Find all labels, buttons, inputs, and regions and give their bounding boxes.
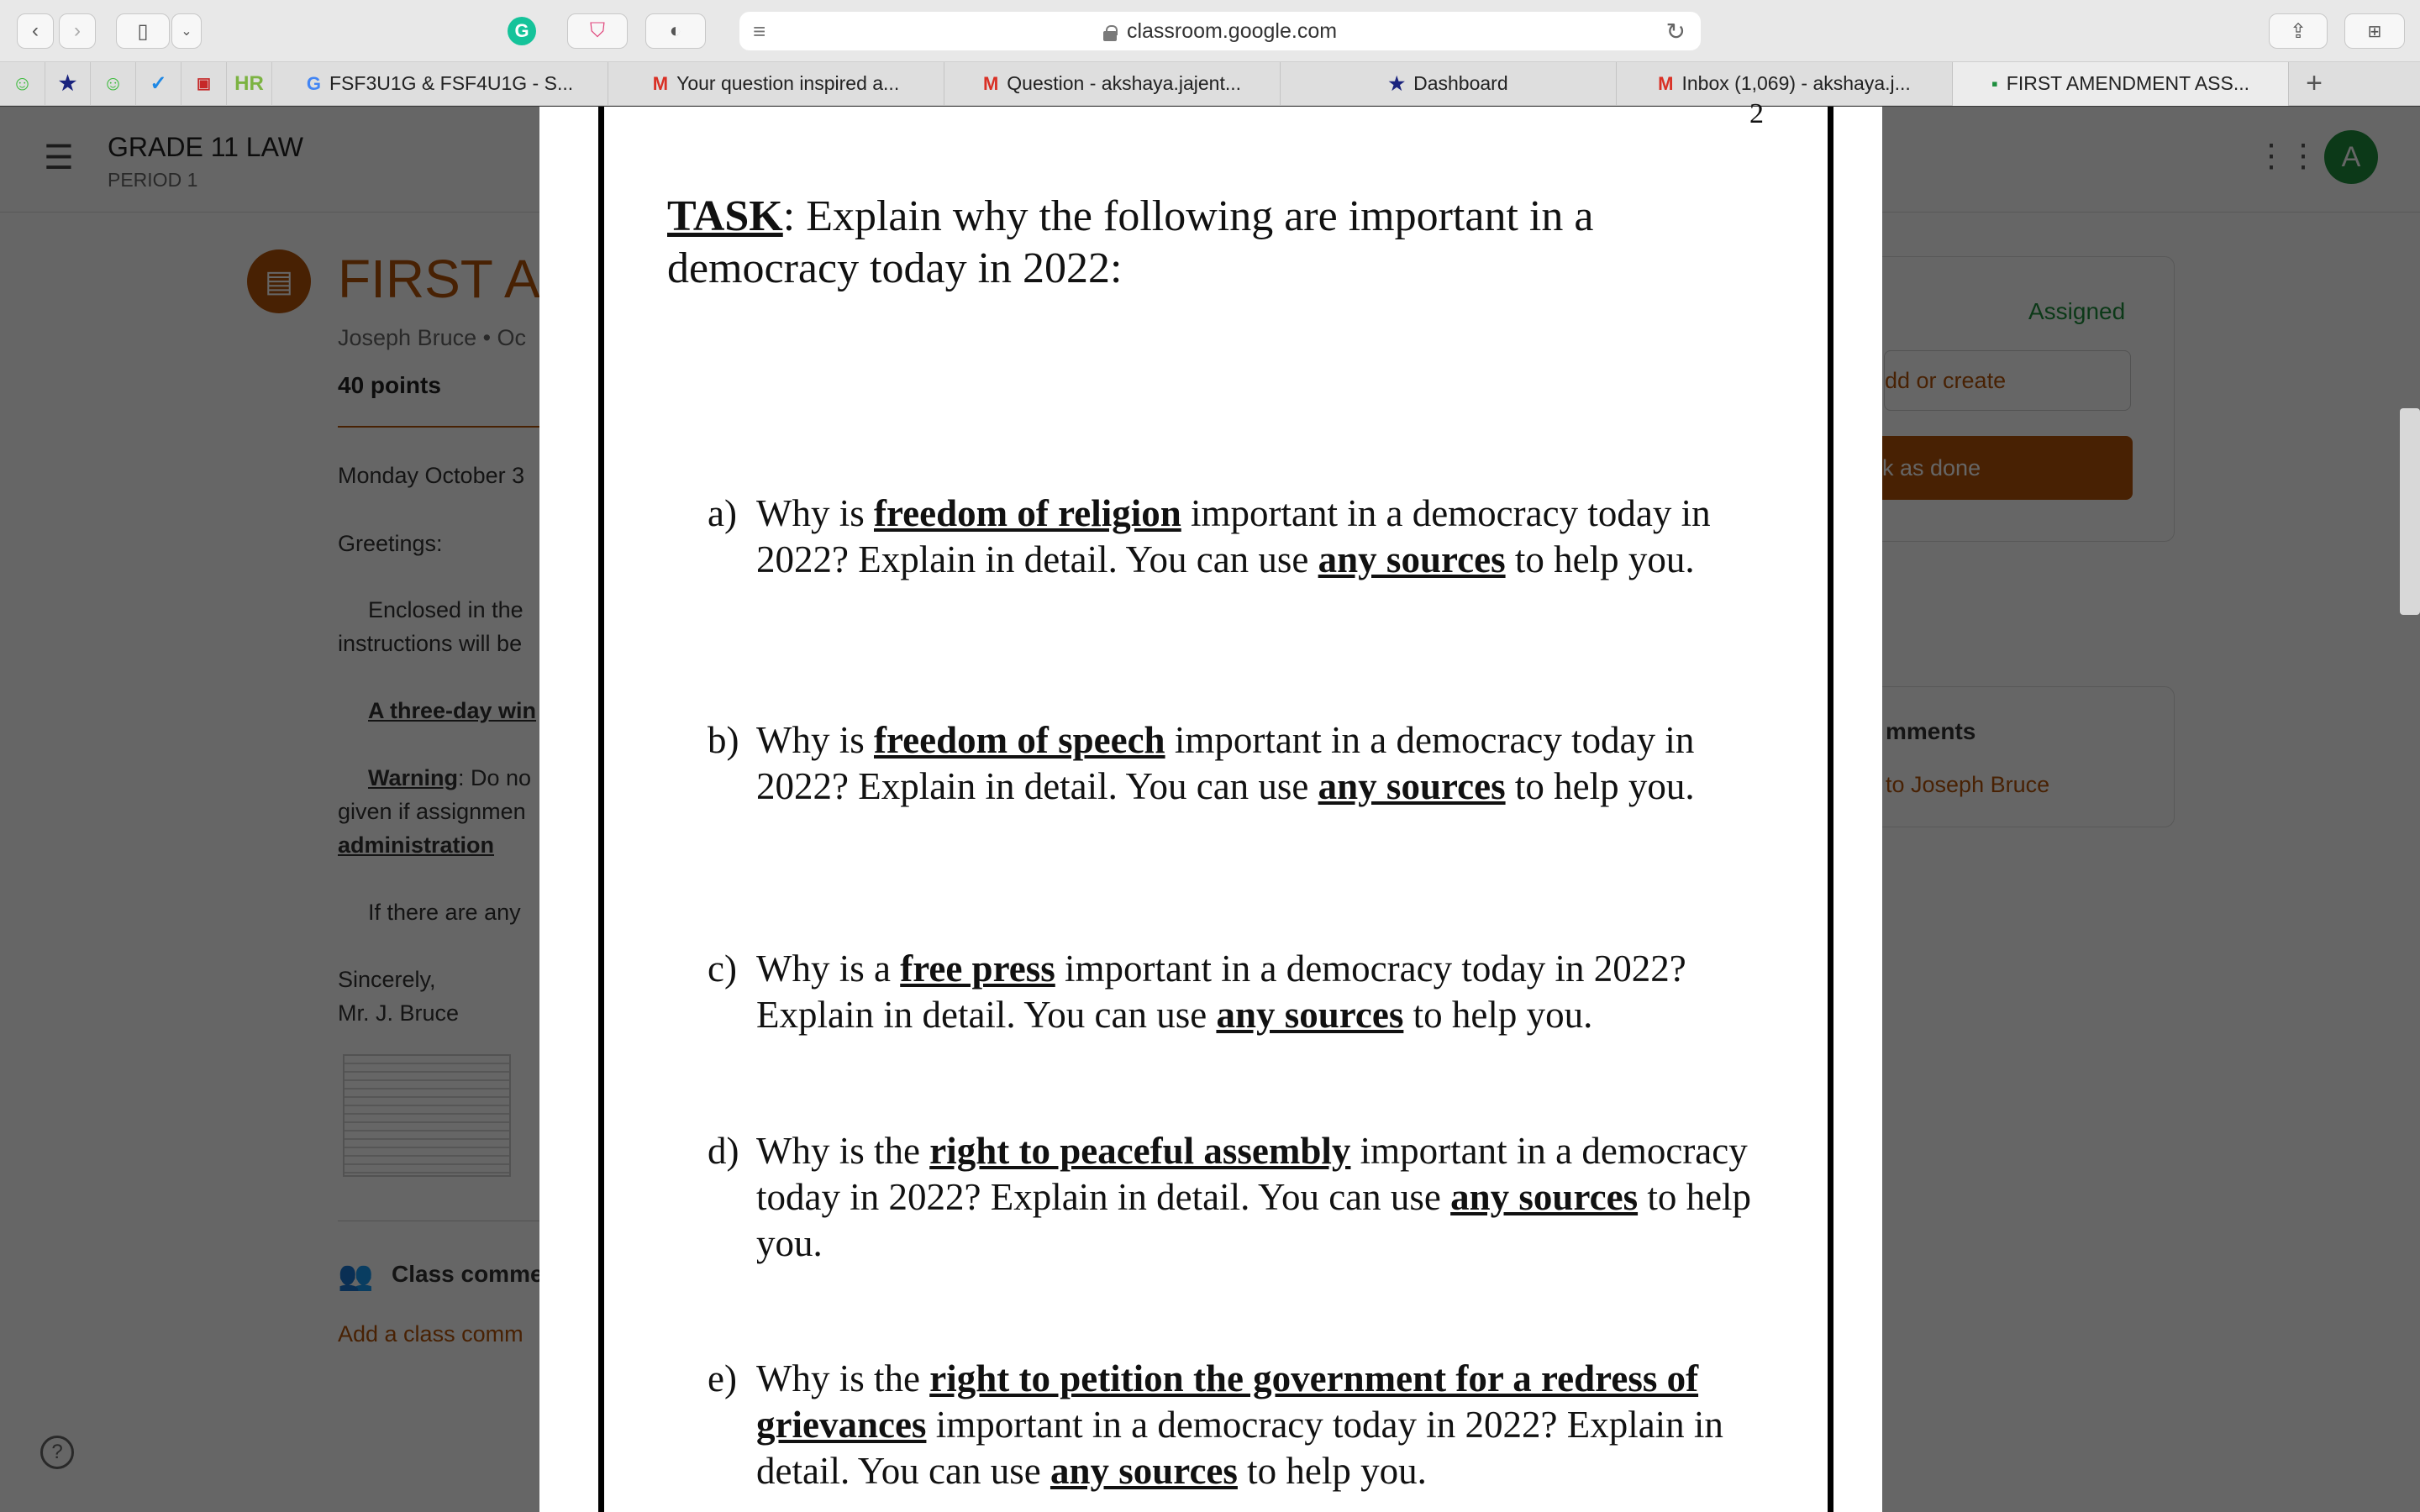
reader-icon[interactable]: ≡ <box>753 18 766 44</box>
grid-icon: ⊞ <box>2367 22 2382 41</box>
question-key-term: freedom of religion <box>874 492 1181 534</box>
star-badge-icon: ★ <box>1388 72 1406 94</box>
google-icon: G <box>306 72 321 94</box>
question-pre: Why is the <box>756 1130 930 1172</box>
scrollbar-thumb[interactable] <box>2400 408 2420 615</box>
question-mid: important in a democracy today in 2022? Explain in detail. You can use <box>756 492 1711 580</box>
star-badge-icon: ★ <box>58 72 77 95</box>
question-label: e) <box>708 1357 737 1399</box>
page-number: 2 <box>1749 98 1764 129</box>
tab-3[interactable] <box>944 62 1281 106</box>
question-sources: any sources <box>1318 765 1506 807</box>
tab-bar <box>0 62 2420 106</box>
plus-icon: + <box>2306 67 2323 99</box>
question-b <box>708 717 1800 860</box>
smile-icon: ☺ <box>103 71 124 95</box>
pinned-tab-2[interactable] <box>45 62 91 106</box>
task-heading <box>667 191 1593 243</box>
tab-title: FSF3U1G & FSF4U1G - S... <box>329 72 574 94</box>
question-text <box>756 717 1765 810</box>
question-pre: Why is the <box>756 1357 930 1399</box>
privacy-shield-icon: ◐ <box>669 19 682 42</box>
question-text <box>756 1356 1765 1494</box>
question-c <box>708 946 1800 1047</box>
question-mid: important in a democracy today in 2022? Explain in detail. You can use <box>756 948 1686 1036</box>
question-key-term: right to petition the government for a redress of grievances <box>756 1357 1699 1446</box>
chevron-right-icon: › <box>74 19 81 42</box>
question-a <box>708 491 1800 633</box>
gmail-icon: M <box>982 72 999 94</box>
question-sources: any sources <box>1050 1450 1238 1492</box>
pinned-tab-hr[interactable] <box>227 62 272 106</box>
question-key-term: right to peaceful assembly <box>929 1130 1351 1172</box>
question-sources: any sources <box>1450 1176 1639 1218</box>
browser-toolbar <box>0 0 2420 62</box>
lock-icon <box>1103 25 1117 40</box>
question-pre: Why is <box>756 719 874 761</box>
gmail-icon: M <box>652 72 669 94</box>
question-post: to help you. <box>1403 994 1593 1036</box>
reload-icon[interactable]: ↻ <box>1665 18 1686 45</box>
tab-1[interactable] <box>272 62 608 106</box>
question-key-term: free press <box>900 948 1055 990</box>
pinned-tab-5[interactable] <box>182 62 227 106</box>
task-text-1: : Explain why the following are important in a <box>782 192 1594 240</box>
hr-label: HR <box>234 71 264 95</box>
share-button[interactable] <box>2269 13 2328 49</box>
back-button[interactable] <box>17 13 54 49</box>
tab-title: FIRST AMENDMENT ASS... <box>2006 72 2250 94</box>
question-mid: important in a democracy today in 2022? Explain in detail. You can use <box>756 1130 1748 1218</box>
question-post: to help you. <box>1505 538 1695 580</box>
question-text <box>756 1128 1765 1267</box>
question-post: to help you. <box>756 1176 1752 1264</box>
tab-2[interactable] <box>608 62 944 106</box>
question-text <box>756 491 1765 583</box>
question-mid: important in a democracy today in 2022? Explain in detail. You can use <box>756 719 1695 807</box>
tab-title: Your question inspired a... <box>676 72 900 94</box>
check-icon: ✓ <box>150 72 167 95</box>
chevron-left-icon: ‹ <box>32 19 39 42</box>
task-text-2: democracy today in 2022: <box>667 244 1123 292</box>
question-e <box>708 1356 1800 1499</box>
shield-extension[interactable] <box>567 13 628 49</box>
chevron-down-icon: ⌄ <box>181 24 192 39</box>
shield-icon: ⛉ <box>590 19 605 42</box>
sidebar-menu-button[interactable] <box>171 13 202 49</box>
tab-title: Inbox (1,069) - akshaya.j... <box>1681 72 1911 94</box>
question-pre: Why is a <box>756 948 901 990</box>
document-viewer <box>539 98 1882 1512</box>
tab-4[interactable] <box>1281 62 1617 106</box>
app-icon: ▣ <box>196 75 211 92</box>
pinned-tab-1[interactable] <box>0 62 45 106</box>
grammarly-extension[interactable] <box>492 13 552 49</box>
question-post: to help you. <box>1505 765 1695 807</box>
sidebar-toggle-button[interactable] <box>116 13 170 49</box>
grammarly-icon: G <box>508 17 536 45</box>
question-pre: Why is <box>756 492 874 534</box>
forward-button[interactable] <box>59 13 96 49</box>
question-sources: any sources <box>1318 538 1506 580</box>
question-d <box>708 1128 1800 1271</box>
tab-title: Dashboard <box>1413 72 1508 94</box>
tab-overview-button[interactable] <box>2344 13 2405 49</box>
question-key-term: freedom of speech <box>874 719 1165 761</box>
url-text: classroom.google.com <box>1126 18 1338 43</box>
question-post: to help you. <box>1237 1450 1427 1492</box>
privacy-extension[interactable] <box>645 13 706 49</box>
share-icon: ⇪ <box>2289 19 2307 43</box>
classroom-icon: ▪ <box>1991 72 1998 94</box>
url-bar[interactable] <box>739 12 1701 50</box>
pinned-tab-4[interactable] <box>136 62 182 106</box>
question-label: b) <box>708 719 739 761</box>
question-sources: any sources <box>1216 994 1404 1036</box>
question-label: a) <box>708 492 737 534</box>
task-label: TASK <box>667 192 783 240</box>
new-tab-button[interactable] <box>2289 67 2339 100</box>
question-text <box>756 946 1765 1038</box>
pinned-tab-3[interactable] <box>91 62 136 106</box>
question-label: c) <box>708 948 737 990</box>
tab-6-active[interactable] <box>1953 62 2289 106</box>
smile-icon: ☺ <box>12 71 33 95</box>
tab-title: Question - akshaya.jajent... <box>1007 72 1242 94</box>
gmail-icon: M <box>1658 72 1674 94</box>
question-mid: important in a democracy today in 2022? Explain in detail. You can use <box>756 1404 1723 1492</box>
sidebar-icon: ▯ <box>137 19 149 43</box>
question-label: d) <box>708 1130 739 1172</box>
tab-5[interactable] <box>1617 62 1953 106</box>
